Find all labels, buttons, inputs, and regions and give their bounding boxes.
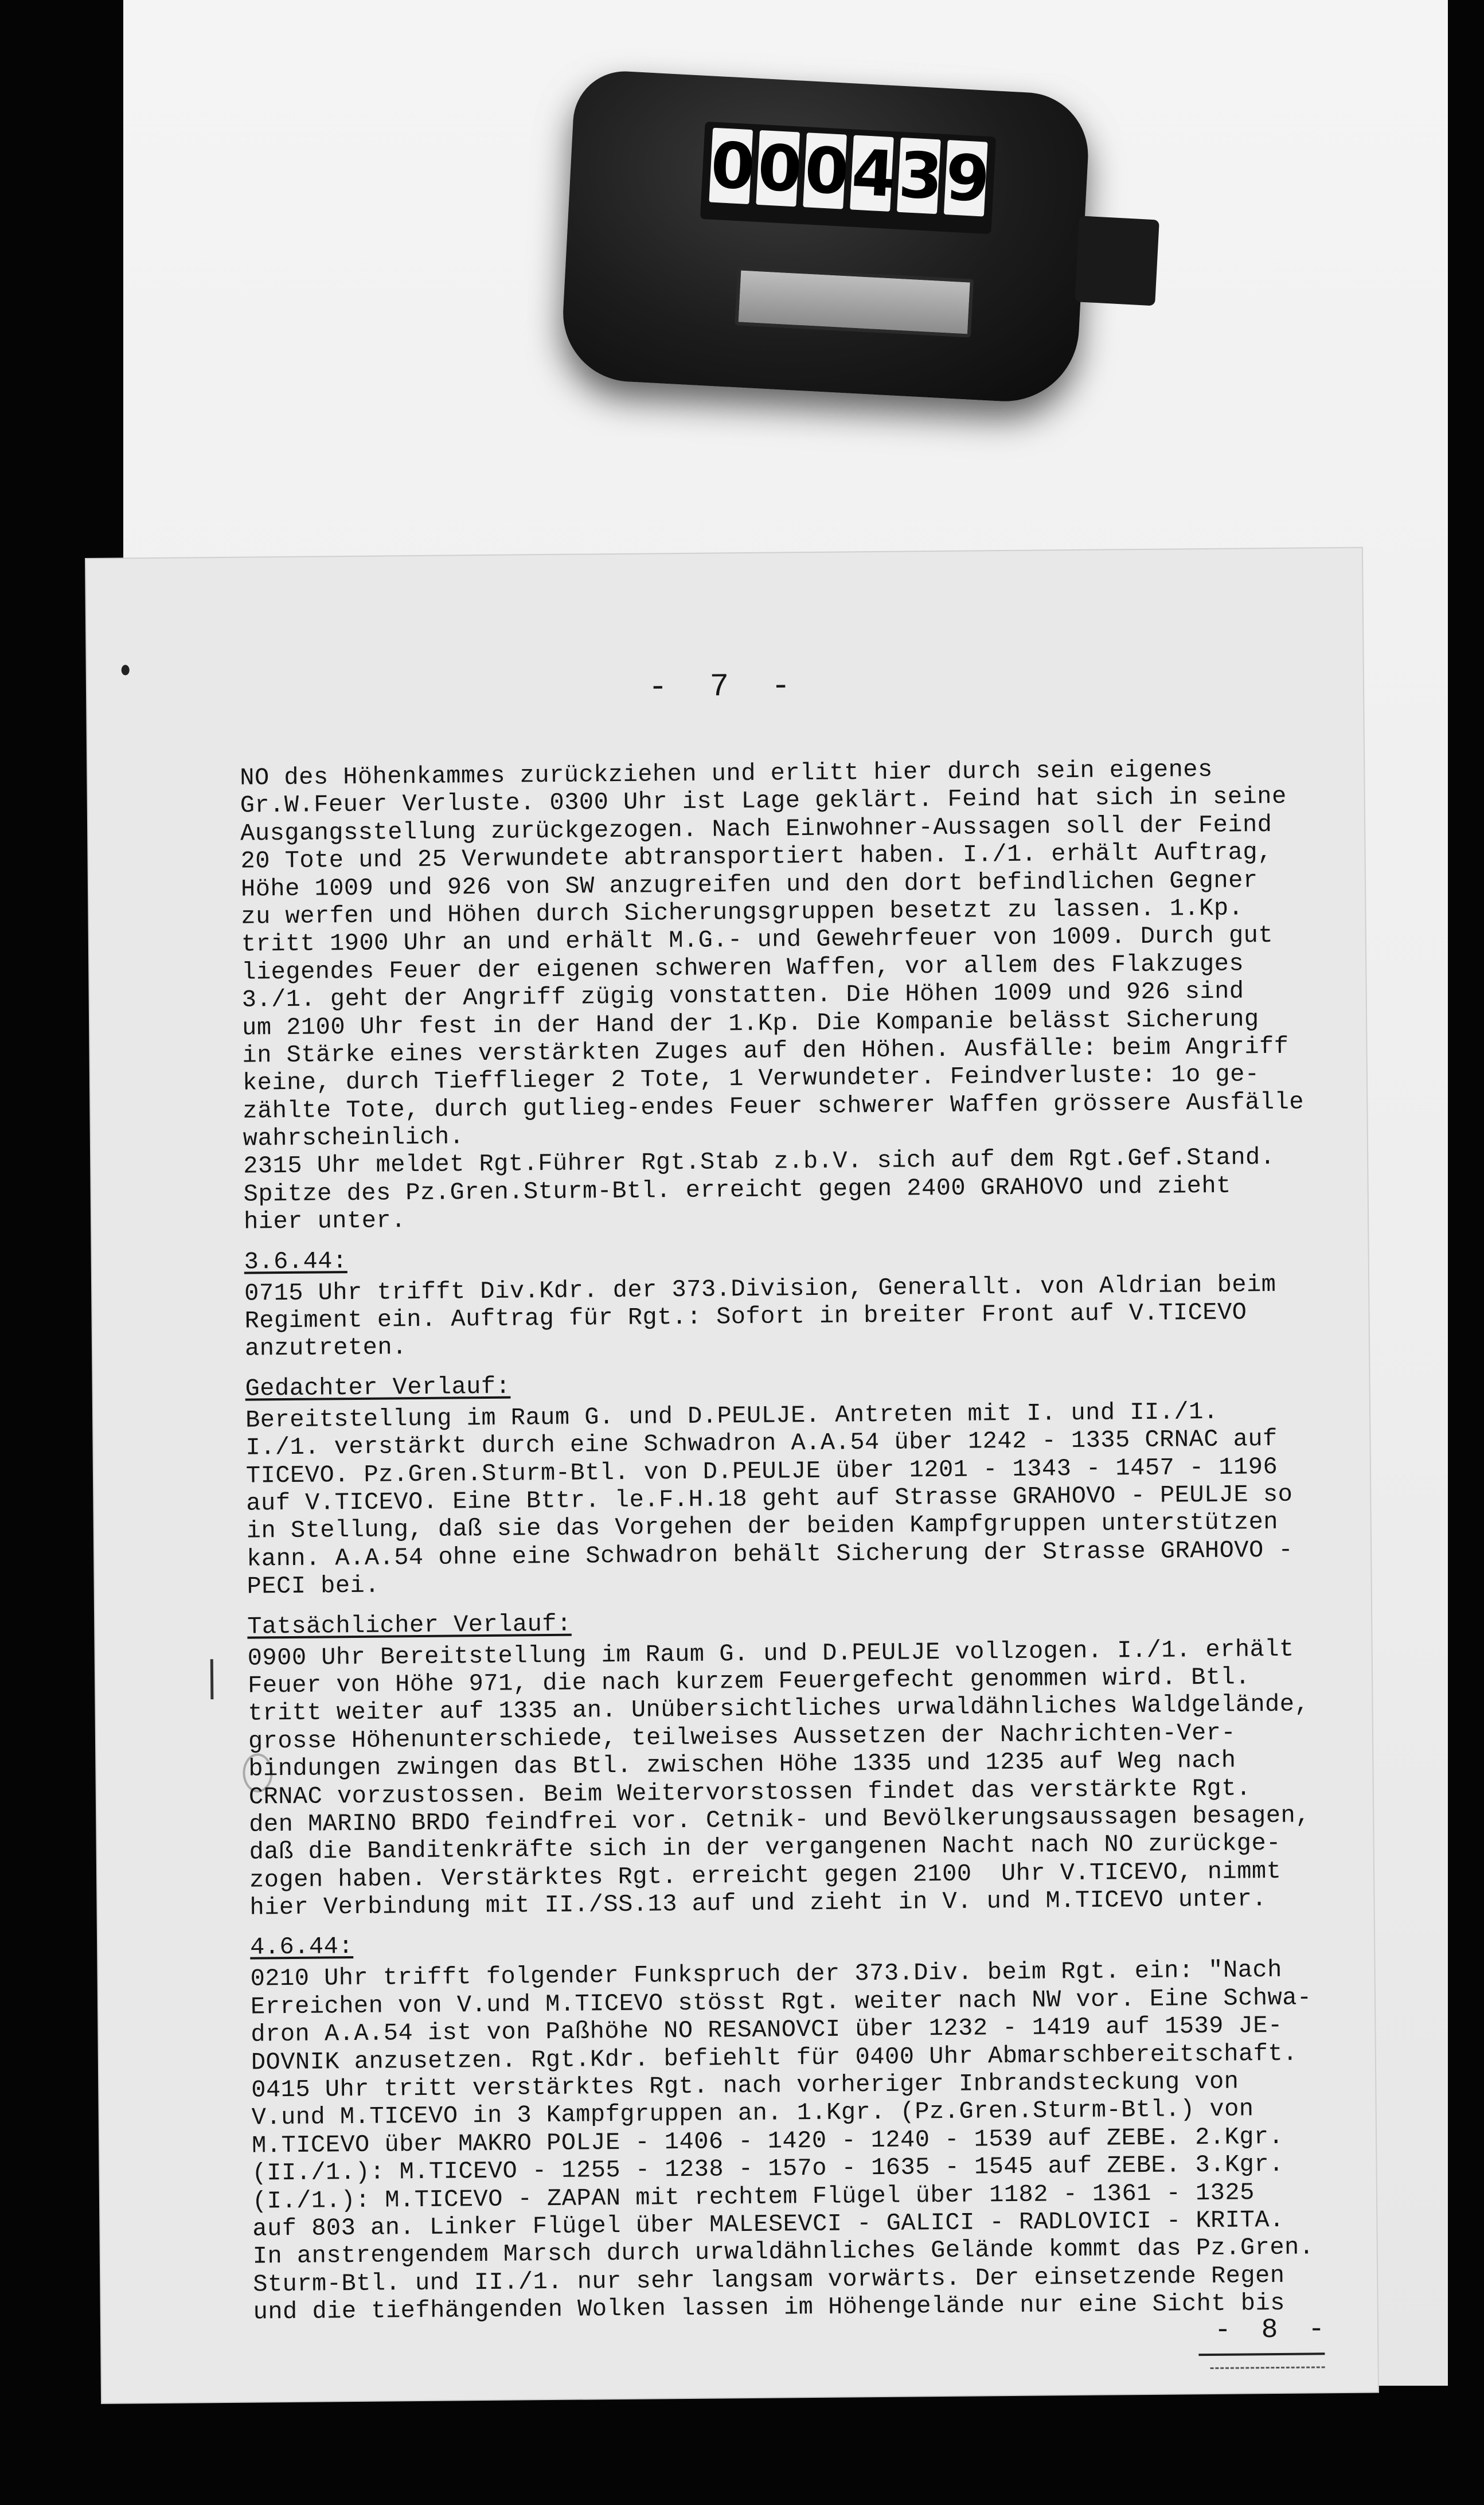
- text-line: kann. A.A.54 ohne eine Schwadron behält Sicherung der Strasse GRAHOVO -: [247, 1536, 1294, 1573]
- text-line: Spitze des Pz.Gren.Sturm-Btl. erreicht gegen 2400 GRAHOVO und zieht: [243, 1172, 1232, 1208]
- text-line: Feuer von Höhe 971, die nach kurzem Feuergefecht genommen wird. Btl.: [247, 1663, 1251, 1700]
- text-line: Höhe 1009 und 926 von SW anzugreifen und den dort befindlichen Gegner: [240, 866, 1258, 903]
- counter-digits: [700, 122, 996, 234]
- text-line: 0415 Uhr tritt verstärktes Rgt. nach vorheriger Inbrandsteckung von: [251, 2067, 1239, 2104]
- text-line: um 2100 Uhr fest in der Hand der 1.Kp. Die Kompanie belässt Sicherung: [241, 1005, 1259, 1042]
- text-line: 3./1. geht der Angriff zügig vonstatten. Die Höhen 1009 und 926 sind: [241, 977, 1244, 1014]
- text-line: I./1. verstärkt durch eine Schwadron A.A.54 über 1242 - 1335 CRNAC auf: [245, 1425, 1278, 1462]
- footer-rule-dashed: [1210, 2366, 1325, 2369]
- text-line: CRNAC vorzustossen. Beim Weitervorstossen findet das verstärkte Rgt.: [248, 1774, 1251, 1811]
- counter-digit: 0: [756, 130, 804, 206]
- text-line: wahrscheinlich.: [243, 1123, 464, 1153]
- text-line: hier Verbindung mit II./SS.13 auf und zieht in V. und M.TICEVO unter.: [249, 1885, 1267, 1922]
- text-line: zu werfen und Höhen durch Sicherungsgruppen besetzt zu lassen. 1.Kp.: [241, 894, 1244, 931]
- text-line: Erreichen von V.und M.TICEVO stösst Rgt. weiter nach NW vor. Eine Schwa-: [250, 1984, 1312, 2021]
- counter-plate: [735, 267, 974, 337]
- text-line: (I./1.): M.TICEVO - ZAPAN mit rechtem Flügel über 1182 - 1361 - 1325: [252, 2178, 1255, 2215]
- text-line: Regiment ein. Auftrag für Rgt.: Sofort in breiter Front auf V.TICEVO: [244, 1298, 1247, 1335]
- text-line: TICEVO. Pz.Gren.Sturm-Btl. von D.PEULJE über 1201 - 1343 - 1457 - 1196: [245, 1453, 1278, 1490]
- text-line: liegendes Feuer der eigenen schweren Waffen, vor allem des Flakzuges: [241, 950, 1244, 986]
- text-line: DOVNIK anzusetzen. Rgt.Kdr. befiehlt für 0400 Uhr Abmarschbereitschaft.: [251, 2039, 1298, 2077]
- text-line: 2315 Uhr meldet Rgt.Führer Rgt.Stab z.b.V. sich auf dem Rgt.Gef.Stand.: [243, 1144, 1275, 1181]
- text-line: tritt 1900 Uhr an und erhält M.G.- und Gewehrfeuer von 1009. Durch gut: [241, 922, 1274, 959]
- text-line: Sturm-Btl. und II./1. nur sehr langsam vorwärts. Der einsetzende Regen: [253, 2261, 1285, 2299]
- page-number: - 7 -: [648, 668, 802, 706]
- text-line: in Stärke eines verstärkten Zuges auf den Höhen. Ausfälle: beim Angriff: [242, 1032, 1289, 1070]
- text-line: 0715 Uhr trifft Div.Kdr. der 373.Division, Generallt. von Aldrian beim: [244, 1270, 1276, 1308]
- section-heading: Tatsächlicher Verlauf:: [247, 1610, 572, 1641]
- text-line: auf V.TICEVO. Eine Bttr. le.F.H.18 geht auf Strasse GRAHOVO - PEULJE so: [246, 1480, 1293, 1517]
- text-line: NO des Höhenkammes zurückziehen und erlitt hier durch sein eigenes: [240, 755, 1213, 792]
- text-line: hier unter.: [243, 1207, 407, 1236]
- footer-rule: [1198, 2352, 1325, 2356]
- text-line: Bereitstellung im Raum G. und D.PEULJE. Antreten mit I. und II./1.: [245, 1398, 1219, 1434]
- text-line: keine, durch Tiefflieger 2 Tote, 1 Verwundeter. Feindverluste: 1o ge-: [242, 1060, 1260, 1097]
- text-line: 0900 Uhr Bereitstellung im Raum G. und D.PEULJE vollzogen. I./1. erhält: [247, 1635, 1294, 1672]
- text-line: (II./1.): M.TICEVO - 1255 - 1238 - 157o - 1635 - 1545 auf ZEBE. 3.Kgr.: [252, 2151, 1284, 2187]
- text-line: in Stellung, daß sie das Vorgehen der beiden Kampfgruppen unterstützen: [246, 1508, 1279, 1545]
- text-line: Ausgangsstellung zurückgezogen. Nach Einwohner-Aussagen soll der Feind: [240, 810, 1272, 848]
- text-line: M.TICEVO über MAKRO POLJE - 1406 - 1420 - 1240 - 1539 auf ZEBE. 2.Kgr.: [251, 2122, 1284, 2160]
- counter-digit: 3: [897, 138, 945, 214]
- text-line: anzutreten.: [244, 1333, 407, 1363]
- typed-page: [86, 548, 1378, 2403]
- text-line: zählte Tote, durch gutlieg-endes Feuer schwerer Waffen grössere Ausfälle: [243, 1088, 1305, 1125]
- section-heading: 4.6.44:: [249, 1933, 354, 1962]
- text-line: den MARINO BRDO feindfrei vor. Cetnik- und Bevölkerungsaussagen besagen,: [249, 1801, 1311, 1839]
- text-line: auf 803 an. Linker Flügel über MALESEVCI - GALICI - RADLOVICI - KRITA.: [252, 2206, 1284, 2243]
- text-line: dron A.A.54 ist von Paßhöhe NO RESANOVCI über 1232 - 1419 auf 1539 JE-: [251, 2012, 1283, 2049]
- text-line: In anstrengendem Marsch durch urwaldähnliches Gelände kommt das Pz.Gren.: [252, 2233, 1314, 2270]
- counter-digit: 4: [850, 135, 898, 212]
- section-heading: 3.6.44:: [244, 1247, 347, 1276]
- section-heading: Gedachter Verlauf:: [245, 1372, 511, 1403]
- text-line: grosse Höhenunterschiede, teilweises Aussetzen der Nachrichten-Ver-: [248, 1719, 1236, 1755]
- text-line: Gr.W.Feuer Verluste. 0300 Uhr ist Lage geklärt. Feind hat sich in seine: [240, 783, 1287, 820]
- text-line: 20 Tote und 25 Verwundete abtransportiert haben. I./1. erhält Auftrag,: [240, 838, 1273, 875]
- counter-digit: 9: [943, 141, 992, 216]
- margin-mark: [210, 1659, 214, 1699]
- text-line: bindungen zwingen das Btl. zwischen Höhe 1335 und 1235 auf Weg nach: [248, 1746, 1236, 1783]
- next-page-indicator: - 8 -: [1214, 2314, 1332, 2346]
- text-line: 0210 Uhr trifft folgender Funkspruch der 373.Div. beim Rgt. ein: "Nach: [250, 1956, 1283, 1993]
- counter-digit: 0: [803, 133, 851, 209]
- text-line: und die tiefhängenden Wolken lassen im Höhengelände nur eine Sicht bis: [253, 2289, 1286, 2326]
- text-line: tritt weiter auf 1335 an. Unübersichtliches urwaldähnliches Waldgelände,: [248, 1690, 1310, 1727]
- text-line: V.und M.TICEVO in 3 Kampfgruppen an. 1.Kgr. (Pz.Gren.Sturm-Btl.) von: [251, 2095, 1254, 2132]
- text-line: zogen haben. Verstärktes Rgt. erreicht gegen 2100 Uhr V.TICEVO, nimmt: [249, 1857, 1282, 1894]
- frame-counter: [525, 44, 1167, 420]
- text-line: PECI bei.: [247, 1571, 380, 1601]
- document-body: [240, 754, 1389, 2326]
- text-line: daß die Banditenkräfte sich in der vergangenen Nacht nach NO zurückge-: [249, 1829, 1282, 1866]
- counter-knob: [1075, 216, 1159, 306]
- counter-body: [560, 69, 1091, 405]
- counter-digit: 0: [709, 128, 757, 204]
